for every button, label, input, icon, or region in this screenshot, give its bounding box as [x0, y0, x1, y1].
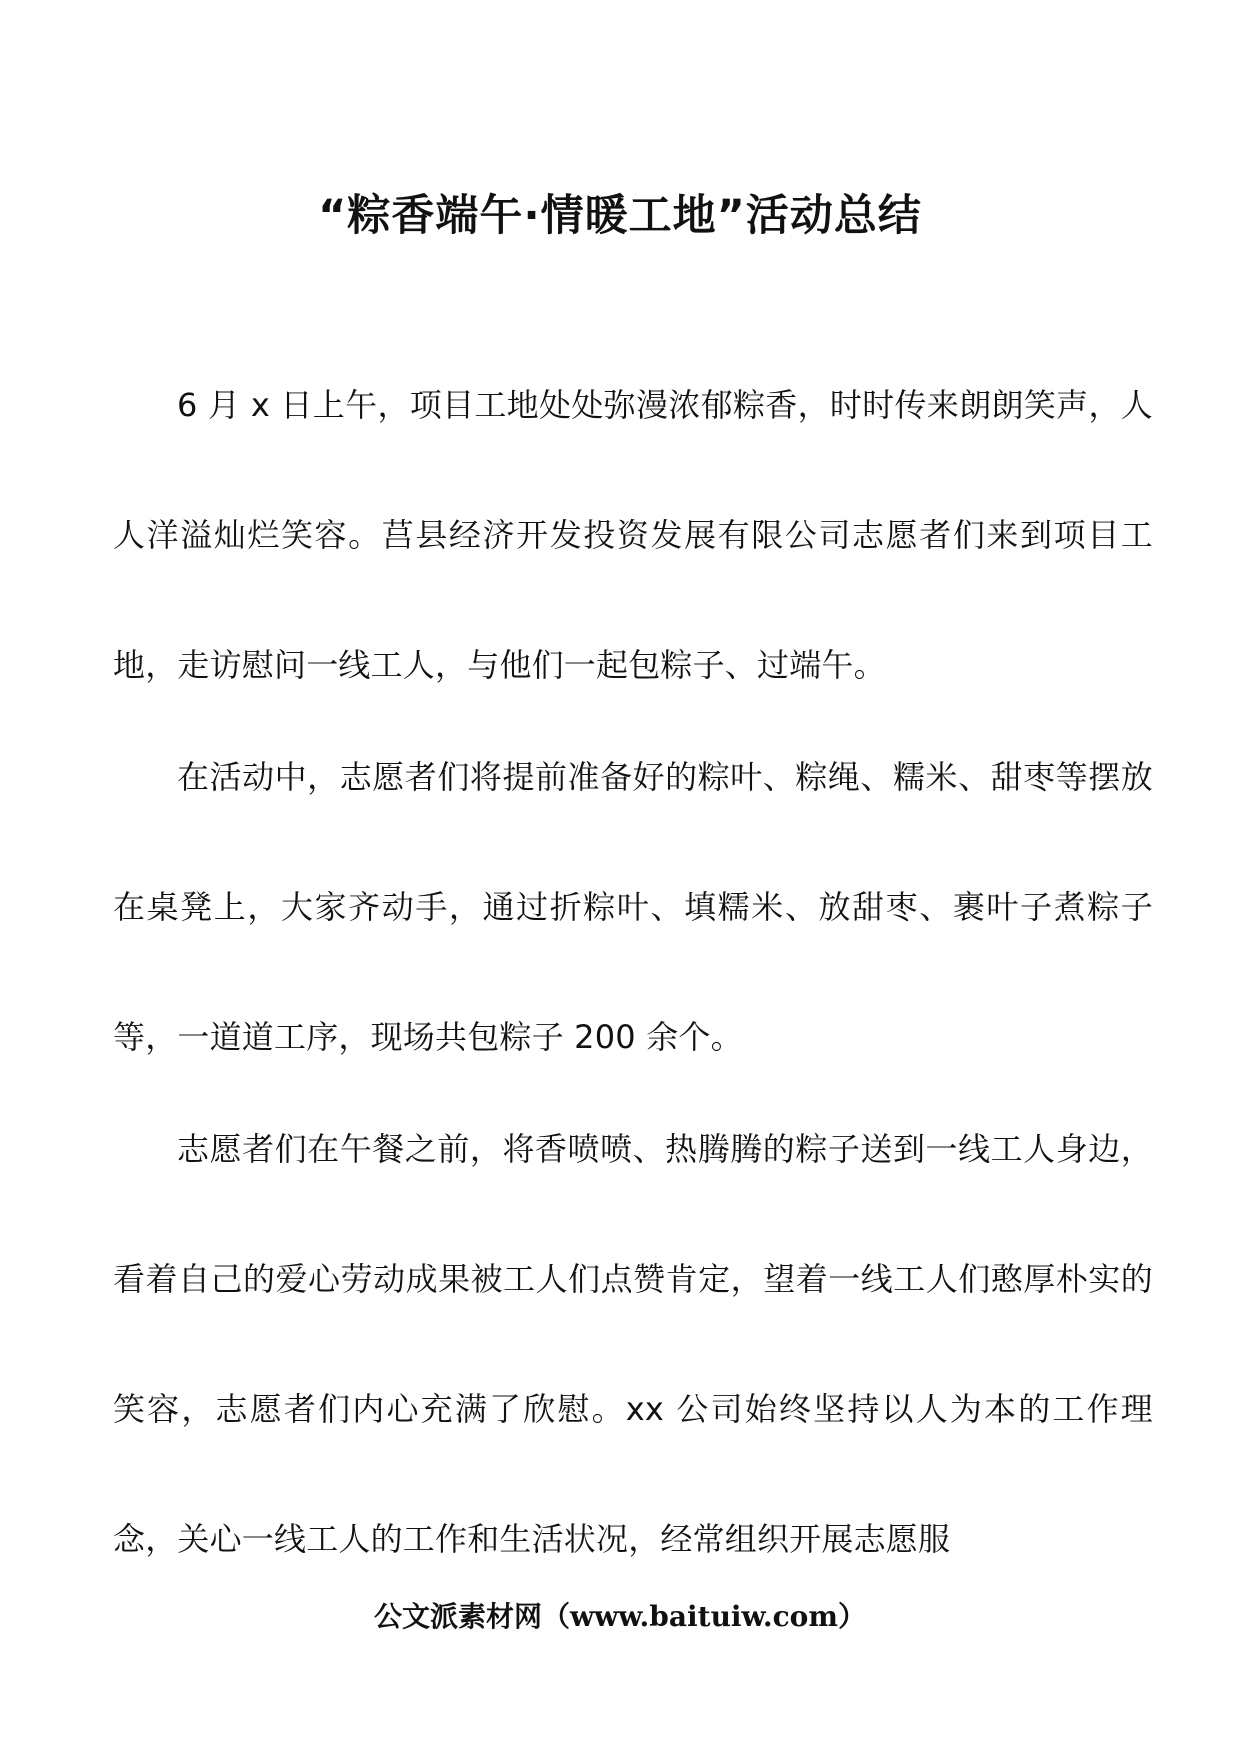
document-title: “粽香端午·情暖工地”活动总结	[318, 191, 922, 241]
document-body	[113, 340, 1153, 1604]
paragraph-3: 志愿者们在午餐之前，将香喷喷、热腾腾的粽子送到一线工人身边，看着自己的爱心劳动成果被工人们点赞肯定，望着一线工人们憨厚朴实的笑容，志愿者们内心充满了欣慰。xx 公司始终坚持以人为本的工作理念，关心一线工人的工作和生活状况，经常组织开展志愿服	[113, 1130, 1153, 1558]
source-footer: 公文派素材网（www.baituiw.com）	[374, 1600, 866, 1633]
paragraph-2: 在活动中，志愿者们将提前准备好的粽叶、粽绳、糯米、甜枣等摆放在桌凳上，大家齐动手，通过折粽叶、填糯米、放甜枣、裹叶子煮粽子等，一道道工序，现场共包粽子 200 余个。	[113, 758, 1153, 1056]
paragraph-1: 6 月 x 日上午，项目工地处处弥漫浓郁粽香，时时传来朗朗笑声，人人洋溢灿烂笑容。莒县经济开发投资发展有限公司志愿者们来到项目工地，走访慰问一线工人，与他们一起包粽子、过端午。	[113, 386, 1153, 684]
